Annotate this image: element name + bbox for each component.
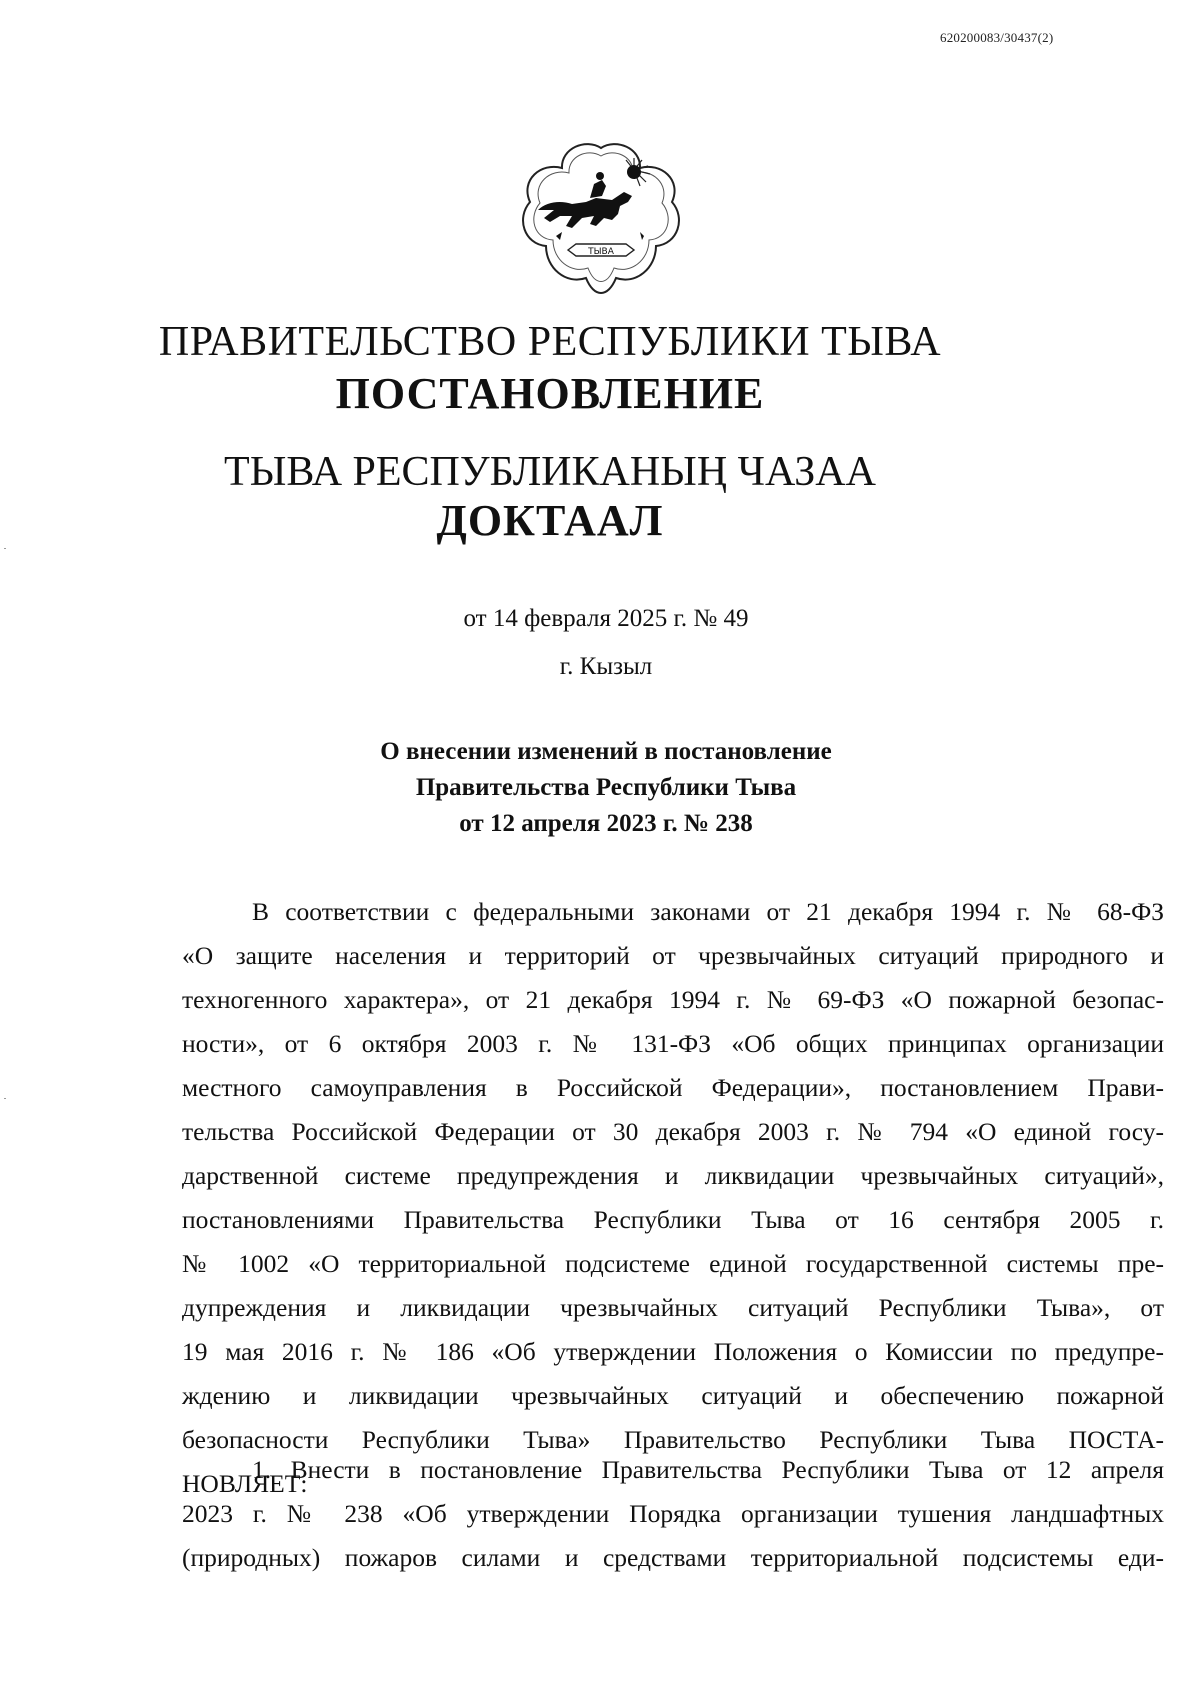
paragraph-line: ности», от 6 октября 2003 г. № 131-ФЗ «Об общих принципах организации [182, 1029, 1164, 1058]
document-subject [6, 734, 1200, 842]
paragraph-line: № 1002 «О территориальной подсистеме единой государственной системы пре- [182, 1249, 1164, 1278]
paragraph-line: НОВЛЯЕТ: [182, 1469, 308, 1498]
paragraph-line: 1. Внести в постановление Правительства Республики Тыва от 12 апреля [252, 1455, 1164, 1484]
document-type-tyvan: ДОКТААЛ [436, 496, 664, 545]
paragraph-line: дарственной системе предупреждения и ликвидации чрезвычайных ситуаций», [182, 1161, 1164, 1190]
paragraph-line: техногенного характера», от 21 декабря 1994 г. № 69-ФЗ «О пожарной безопас- [182, 985, 1164, 1014]
paragraph-line: дупреждения и ликвидации чрезвычайных ситуаций Республики Тыва», от [182, 1293, 1164, 1322]
paragraph-line: В соответствии с федеральными законами от 21 декабря 1994 г. № 68-ФЗ [252, 897, 1164, 926]
paragraph-line: тельства Российской Федерации от 30 декабря 2003 г. № 794 «О единой госу- [182, 1117, 1164, 1146]
government-title: ПРАВИТЕЛЬСТВО РЕСПУБЛИКИ ТЫВА [158, 319, 942, 365]
government-title-tyvan: ТЫВА РЕСПУБЛИКАНЫҢ ЧАЗАА [224, 449, 876, 495]
subject-line: от 12 апреля 2023 г. № 238 [459, 810, 753, 837]
paragraph-line: 19 мая 2016 г. № 186 «Об утверждении Положения о Комиссии по предупре- [182, 1337, 1164, 1366]
scan-artifact [4, 1098, 6, 1099]
paragraph-line: 2023 г. № 238 «Об утверждении Порядка организации тушения ландшафтных [182, 1499, 1164, 1528]
paragraph-line: местного самоуправления в Российской Федерации», постановлением Прави- [182, 1073, 1164, 1102]
clause-1-paragraph [182, 1448, 1164, 1580]
paragraph-line: «О защите населения и территорий от чрезвычайных ситуаций природного и [182, 941, 1164, 970]
paragraph-line: безопасности Республики Тыва» Правительство Республики Тыва ПОСТА- [182, 1425, 1164, 1454]
document-type: ПОСТАНОВЛЕНИЕ [335, 369, 765, 418]
preamble-paragraph [182, 890, 1164, 1506]
tuva-coat-of-arms-icon [516, 140, 686, 300]
scan-artifact [4, 548, 6, 549]
subject-line: О внесении изменений в постановление [380, 738, 832, 765]
subject-line: Правительства Республики Тыва [415, 774, 797, 801]
paragraph-line: постановлениями Правительства Республики Тыва от 16 сентября 2005 г. [182, 1205, 1164, 1234]
document-city: г. Кызыл [559, 653, 653, 680]
paragraph-line: ждению и ликвидации чрезвычайных ситуаций и обеспечению пожарной [182, 1381, 1164, 1410]
paragraph-line: (природных) пожаров силами и средствами территориальной подсистемы еди- [182, 1543, 1164, 1572]
registry-number: 620200083/30437(2) [940, 30, 1054, 45]
document-date: от 14 февраля 2025 г. № 49 [463, 605, 749, 632]
emblem-text: ТЫВА [588, 247, 614, 257]
